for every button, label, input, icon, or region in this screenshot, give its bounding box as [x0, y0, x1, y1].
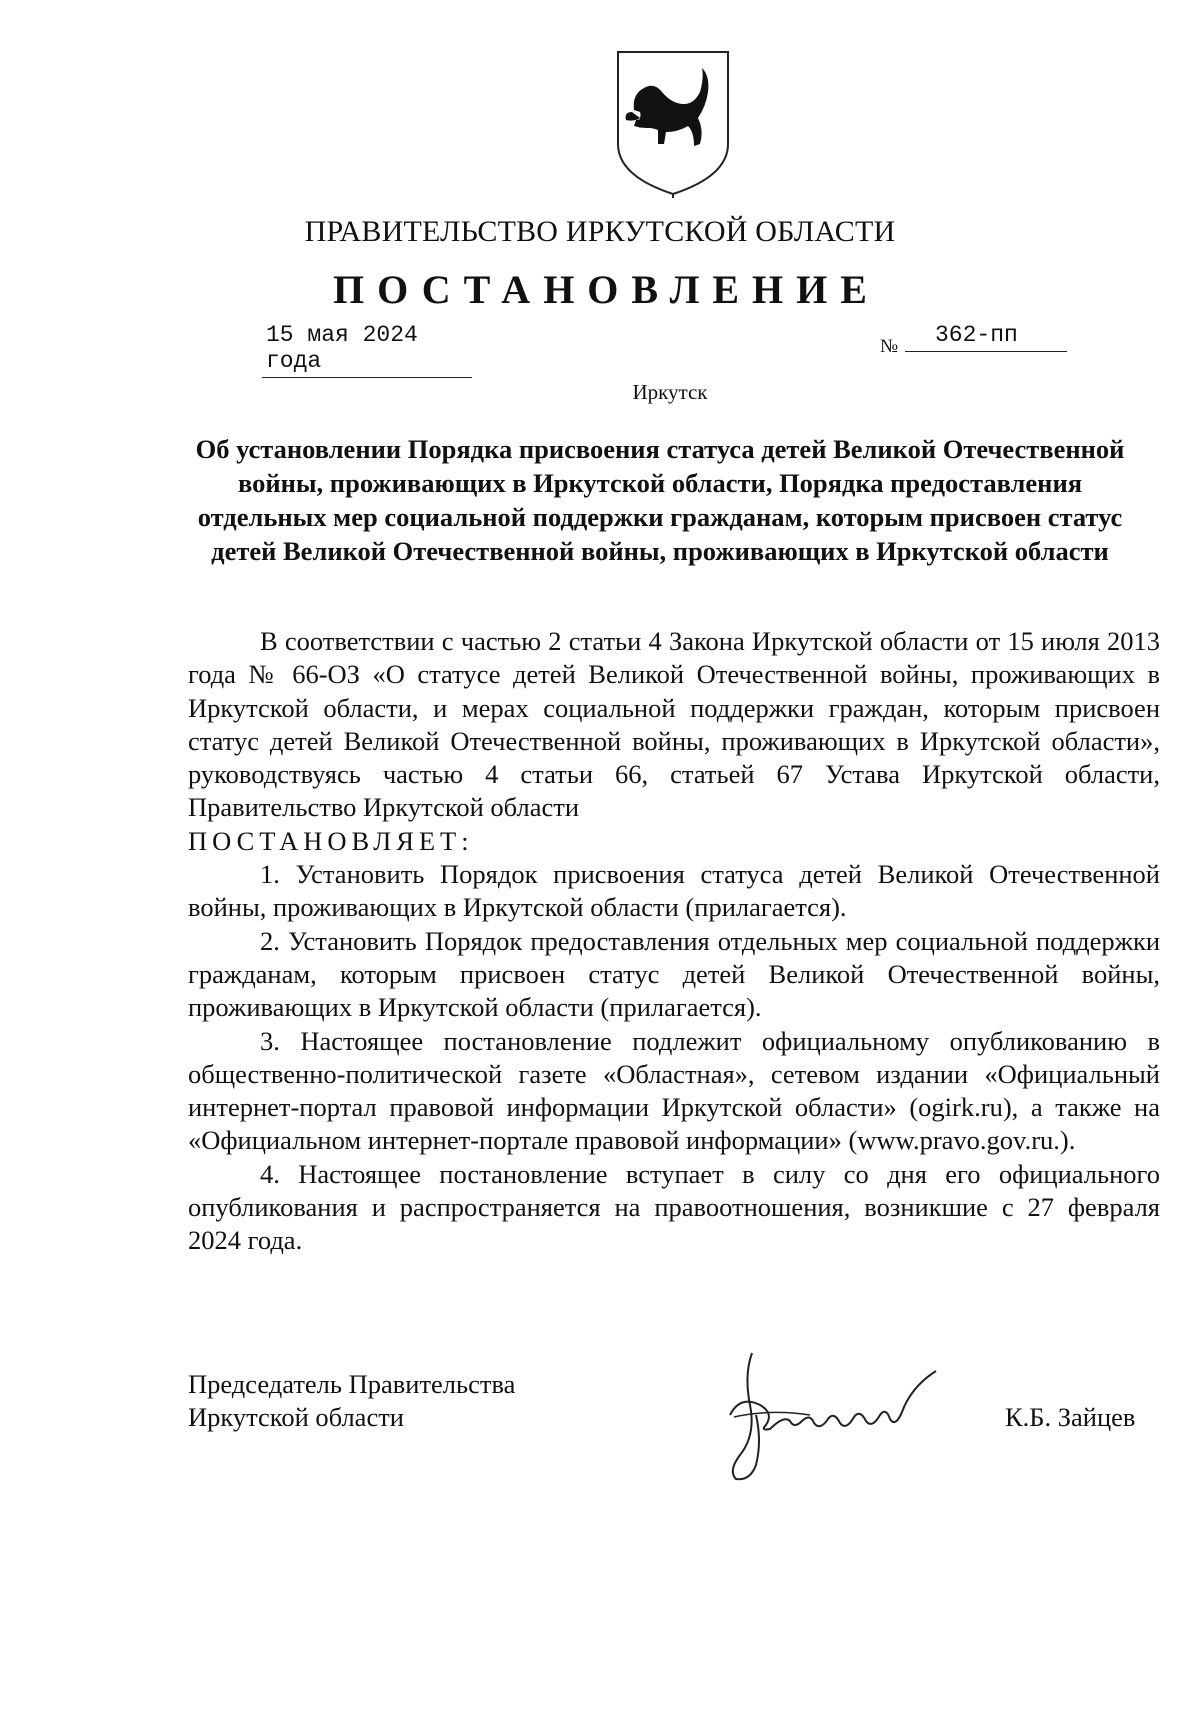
document-date: 15 мая 2024 года	[262, 322, 472, 378]
signatory-name: К.Б. Зайцев	[1005, 1402, 1136, 1432]
preamble-paragraph: В соответствии с частью 2 статьи 4 Закона Иркутской области от 15 июля 2013 года № 66-ОЗ «О статусе детей Великой Отечественной войны, проживающих в Иркутской области, и мерах социальной поддержки граждан, которым присвоен статус детей Великой Отечественной войны, проживающих в Иркутской области», руководствуясь частью 4 статьи 66, статьей 67 Устава Иркутской области, Правительство Иркутской области	[188, 626, 1160, 823]
document-title: Об установлении Порядка присвоения статуса детей Великой Отечественной войны, проживающих в Иркутской области, Порядка предоставления отдельных мер социальной поддержки гражданам, которым присвоен статус детей Великой Отечественной войны, проживающих в Иркутской области	[195, 434, 1125, 566]
document-city: Иркутск	[632, 380, 708, 404]
item-paragraph-3: 3. Настоящее постановление подлежит официальному опубликованию в общественно-политической газете «Областная», сетевом издании «Официальный интернет-портал правовой информации Иркутской области» (ogirk.ru), а также на «Официальном интернет-портале правовой информации» (www.pravo.gov.ru.).	[188, 1025, 1160, 1156]
document-body	[188, 625, 1160, 1258]
handwritten-signature	[700, 1345, 960, 1485]
organization-name: ПРАВИТЕЛЬСТВО ИРКУТСКОЙ ОБЛАСТИ	[304, 215, 896, 248]
signatory-position-line-2: Иркутской области	[188, 1402, 404, 1432]
item-paragraph-4: 4. Настоящее постановление вступает в силу со дня его официального опубликования и распространяется на правоотношения, возникшие с 27 февраля 2024 года.	[188, 1158, 1160, 1256]
document-number: 362-пп	[905, 322, 1067, 352]
number-sign: №	[880, 336, 899, 357]
coat-of-arms-emblem	[614, 48, 732, 198]
signatory-position	[188, 1368, 515, 1434]
resolves-line: ПОСТАНОВЛЯЕТ:	[188, 825, 474, 856]
document-type: ПОСТАНОВЛЕНИЕ	[333, 267, 880, 312]
item-paragraph-2: 2. Установить Порядок предоставления отдельных мер социальной поддержки гражданам, которым присвоен статус детей Великой Отечественной войны, проживающих в Иркутской области (прилагается).	[188, 925, 1160, 1023]
signatory-position-line-1: Председатель Правительства	[188, 1369, 516, 1399]
item-paragraph-1: 1. Установить Порядок присвоения статуса детей Великой Отечественной войны, проживающих в Иркутской области (прилагается).	[188, 859, 1160, 923]
